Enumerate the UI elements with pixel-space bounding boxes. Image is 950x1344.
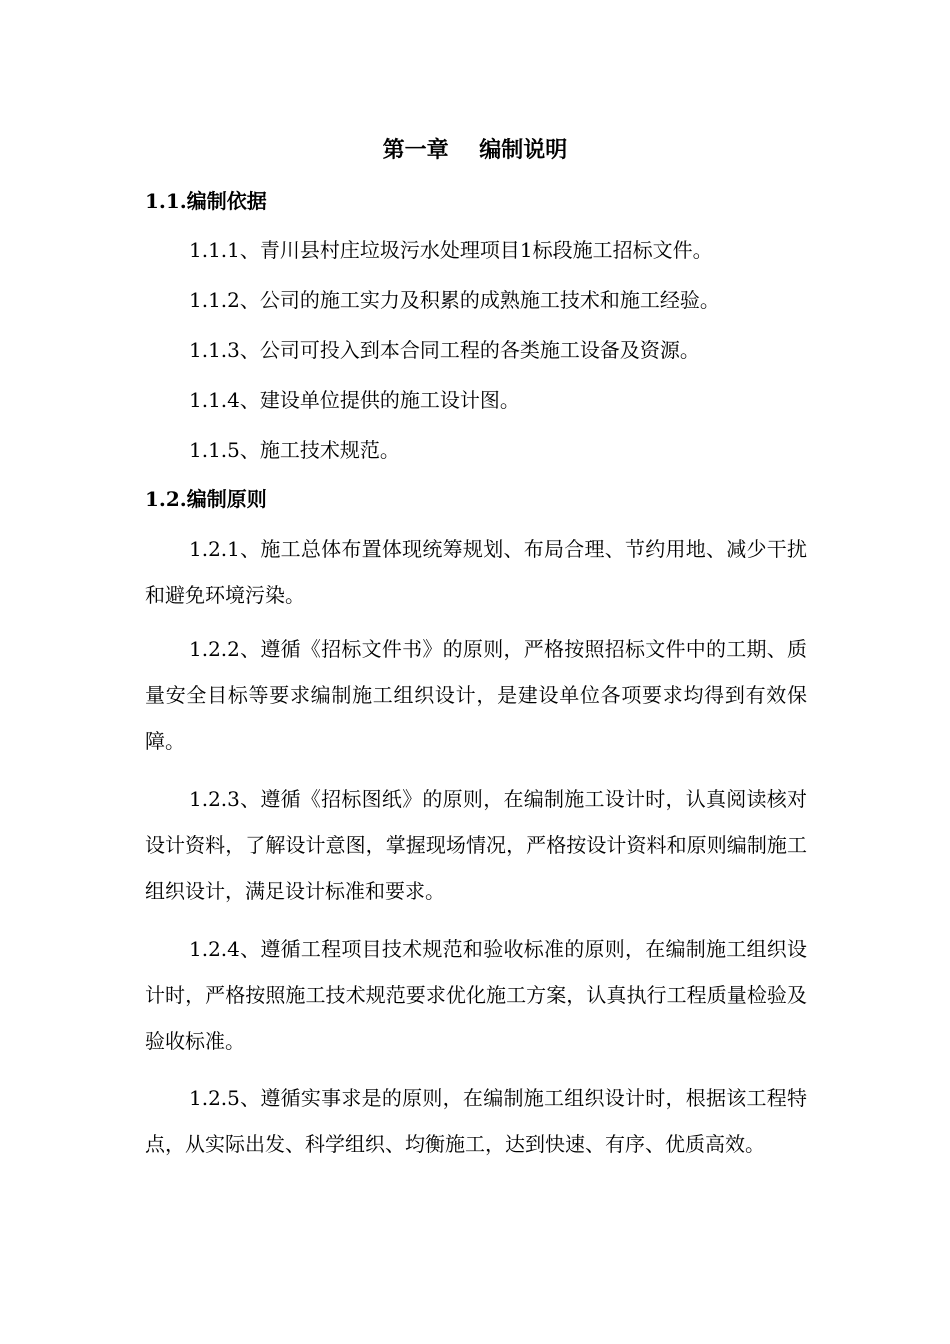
paragraph-1-1-4: 1.1.4、建设单位提供的施工设计图。 xyxy=(189,388,520,412)
section-heading-1-2: 1.2.编制原则 xyxy=(145,487,267,511)
paragraph-1-2-2: 1.2.2、遵循《招标文件书》的原则，严格按照招标文件中的工期、质量安全目标等要求编制施工组织设计，是建设单位各项要求均得到有效保障。 xyxy=(145,637,807,753)
paragraph-1-2-3: 1.2.3、遵循《招标图纸》的原则，在编制施工设计时，认真阅读核对设计资料，了解设计意图，掌握现场情况，严格按设计资料和原则编制施工组织设计，满足设计标准和要求。 xyxy=(145,787,807,903)
chapter-title: 第一章 编制说明 xyxy=(382,137,568,163)
paragraph-1-1-3: 1.1.3、公司可投入到本合同工程的各类施工设备及资源。 xyxy=(189,338,700,362)
paragraph-1-2-4: 1.2.4、遵循工程项目技术规范和验收标准的原则，在编制施工组织设计时，严格按照施工技术规范要求优化施工方案，认真执行工程质量检验及验收标准。 xyxy=(145,937,807,1053)
paragraph-1-1-5: 1.1.5、施工技术规范。 xyxy=(189,438,400,462)
paragraph-1-2-1: 1.2.1、施工总体布置体现统筹规划、布局合理、节约用地、减少干扰和避免环境污染。 xyxy=(145,537,807,607)
paragraph-1-2-5: 1.2.5、遵循实事求是的原则，在编制施工组织设计时，根据该工程特点，从实际出发、科学组织、均衡施工，达到快速、有序、优质高效。 xyxy=(145,1086,807,1156)
paragraph-1-1-1: 1.1.1、青川县村庄垃圾污水处理项目1标段施工招标文件。 xyxy=(189,238,713,262)
paragraph-1-1-2: 1.1.2、公司的施工实力及积累的成熟施工技术和施工经验。 xyxy=(189,288,720,312)
section-heading-1-1: 1.1.编制依据 xyxy=(145,189,267,213)
